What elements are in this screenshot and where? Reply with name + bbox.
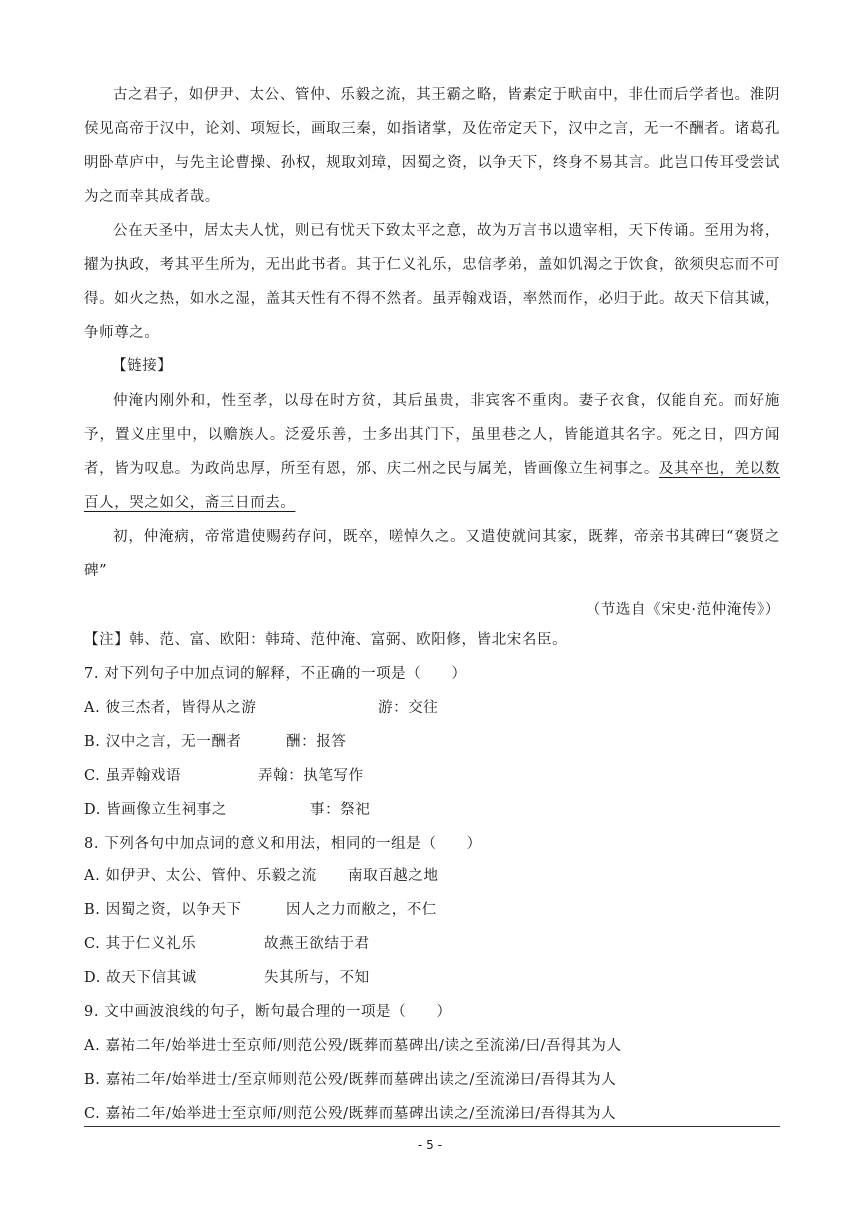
- annotation-note: 【注】韩、范、富、欧阳：韩琦、范仲淹、富弼、欧阳修，皆北宋名臣。: [84, 632, 568, 648]
- option-text: D. 故天下信其诚: [84, 970, 197, 986]
- question-7-stem: 7. 对下列句子中加点词的解释，不正确的一项是（ ）: [84, 666, 467, 682]
- option-gloss: 酬：报答: [286, 734, 347, 750]
- option-text: C. 其于仁义礼乐: [84, 936, 197, 952]
- page-number: - 5 -: [418, 1138, 442, 1152]
- option-gloss: 南取百越之地: [348, 868, 439, 884]
- option-gloss: 事：祭祀: [310, 802, 371, 818]
- link-title: 【链接】: [112, 358, 173, 374]
- passage-paragraph-1: 古之君子，如伊尹、太公、管仲、乐毅之流，其王霸之略，皆素定于畎亩中，非仕而后学者也。淮阴侯见高帝于汉中，论刘、项短长，画取三秦，如指诸掌，及佐帝定天下，汉中之言，无一不酬者。诸葛孔明卧草庐中，与先主论曹操、孙权，规取刘璋，因蜀之资，以争天下，终身不易其言。此岂口传耳受尝试为之而幸其成者哉。: [84, 87, 780, 205]
- passage-paragraph-4: 初，仲淹病，帝常遣使赐药存问，既卒，嗟悼久之。又遣使就问其家，既葬，帝亲书其碑曰“褒贤之碑”: [84, 529, 780, 579]
- question-8-stem: 8. 下列各句中加点词的意义和用法，相同的一组是（ ）: [84, 836, 482, 852]
- paragraph-3-text: 仲淹内刚外和，性至孝，以母在时方贫，其后虽贵，非宾客不重肉。妻子衣食，仅能自充。而好施予，置义庄里中，以赡族人。泛爱乐善，士多出其门下，虽里巷之人，皆能道其名字。死之日，四方闻者，皆为叹息。为政尚忠厚，所至有恩，邠、庆二州之民与属羌，皆画像立生祠事之。: [84, 393, 780, 477]
- option-gloss: 游：交往: [378, 700, 439, 716]
- underlined-sentence: 及其卒也，羌以数百人，哭之如父，斋三日而去。: [84, 461, 781, 511]
- option-text: B. 汉中之言，无一酬者: [84, 734, 242, 750]
- option-gloss: 失其所与，不知: [264, 970, 370, 986]
- option-text: B. 因蜀之资，以争天下: [84, 902, 242, 918]
- passage-paragraph-3: [84, 384, 780, 520]
- option-gloss: 故燕王欲结于君: [264, 936, 370, 952]
- option-text: A. 彼三杰者，皆得从之游: [84, 700, 257, 716]
- footer-rule: [84, 1126, 780, 1127]
- passage-paragraph-2: 公在天圣中，居太夫人忧，则已有忧天下致太平之意，故为万言书以遗宰相，天下传诵。至用为将，擢为执政，考其平生所为，无出此书者。其于仁义礼乐，忠信孝弟，盖如饥渴之于饮食，欲须臾忘而不可得。如火之热，如水之湿，盖其天性有不得不然者。虽弄翰戏语，率然而作，必归于此。故天下信其诚，争师尊之。: [84, 223, 780, 341]
- option-gloss: 因人之力而敝之，不仁: [286, 902, 437, 918]
- option-gloss: 弄翰：执笔写作: [258, 768, 364, 784]
- question-9-stem: 9. 文中画波浪线的句子，断句最合理的一项是（ ）: [84, 1004, 452, 1020]
- q9-option-a: A. 嘉祐二年/始举进士至京师/则范公殁/既葬而墓碑出/读之至流涕/曰/吾得其为人: [84, 1038, 622, 1054]
- option-text: A. 如伊尹、太公、管仲、乐毅之流: [84, 868, 317, 884]
- option-text: C. 虽弄翰戏语: [84, 768, 182, 784]
- source-citation: （节选自《宋史·范仲淹传》）: [585, 602, 780, 618]
- q9-option-c: C. 嘉祐二年/始举进士至京师/则范公殁/既葬而墓碑出读之/至流涕曰/吾得其为人: [84, 1106, 617, 1122]
- q9-option-b: B. 嘉祐二年/始举进士/至京师则范公殁/既葬而墓碑出读之/至流涕曰/吾得其为人: [84, 1072, 617, 1088]
- option-text: D. 皆画像立生祠事之: [84, 802, 227, 818]
